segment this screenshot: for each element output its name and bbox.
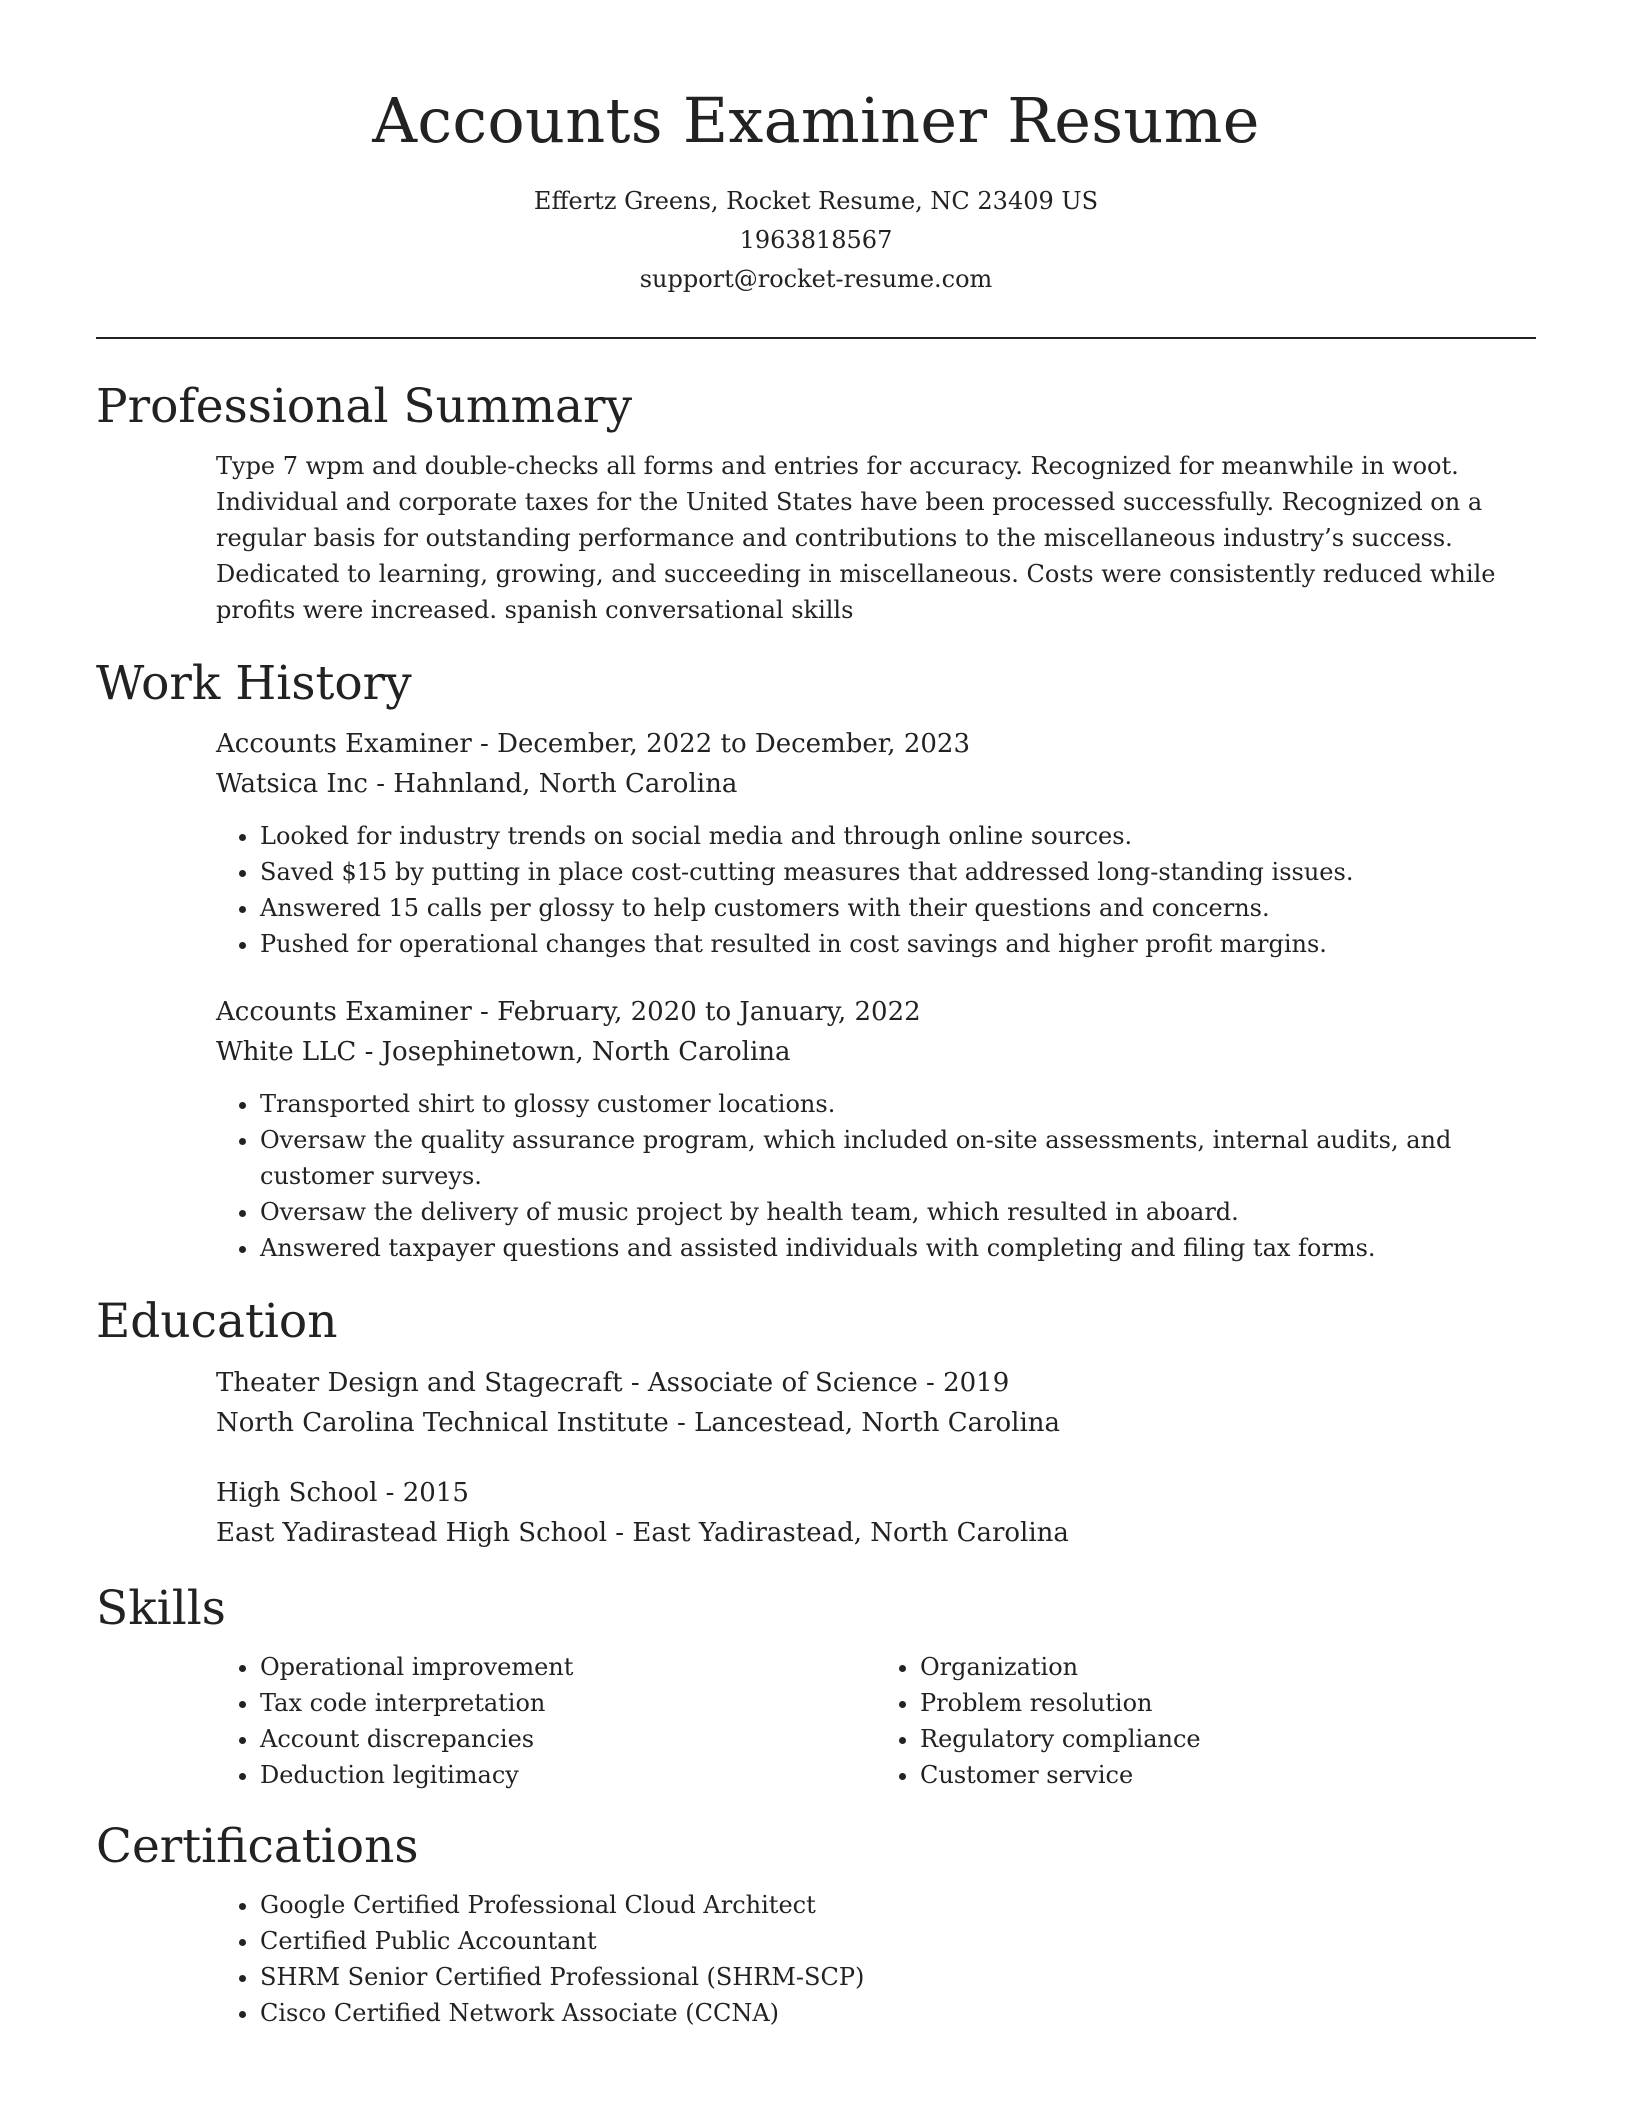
job-bullet: • Answered 15 calls per glossy to help customers with their questions and concerns. bbox=[260, 890, 1536, 926]
job-bullet: • Transported shirt to glossy customer locations. bbox=[260, 1086, 1536, 1122]
summary-text: Type 7 wpm and double-checks all forms and entries for accuracy. Recognized for meanwhile in woot. Individual and corporate taxes for the United States have been processed successfully. Recognized on a regular basis for outstanding performance and contributions to the miscellaneous industry’s success. Dedicated to learning, growing, and succeeding in miscellaneous. Costs were consistently reduced while profits were increased. spanish conversational skills bbox=[216, 451, 1496, 624]
job-dates: - February, 2020 to January, 2022 bbox=[471, 997, 921, 1028]
contact-address: Effertz Greens, Rocket Resume, NC 23409 US bbox=[533, 187, 1099, 216]
work-history-section bbox=[96, 724, 1536, 1266]
job-title-line bbox=[216, 724, 1536, 764]
skill-item: • Regulatory compliance bbox=[920, 1721, 1536, 1757]
job-bullet: • Oversaw the quality assurance program, which included on-site assessments, internal audits, and customer surveys. bbox=[260, 1122, 1536, 1194]
job-location: - Hahnland, North Carolina bbox=[367, 769, 738, 800]
education-degree: Theater Design and Stagecraft - Associate of Science bbox=[216, 1367, 918, 1398]
job-entry bbox=[216, 992, 1536, 1266]
skill-item: • Customer service bbox=[920, 1757, 1536, 1793]
certification-item: • SHRM Senior Certified Professional (SHRM-SCP) bbox=[260, 1959, 1536, 1995]
education-degree: High School bbox=[216, 1477, 378, 1508]
section-title-education: Education bbox=[96, 1294, 338, 1350]
education-school-line bbox=[216, 1403, 1536, 1443]
education-school: North Carolina Technical Institute bbox=[216, 1407, 669, 1438]
skills-section bbox=[96, 1649, 1536, 1793]
contact-phone: 1963818567 bbox=[739, 226, 893, 255]
job-bullet: • Saved $15 by putting in place cost-cutting measures that addressed long-standing issues. bbox=[260, 854, 1536, 890]
skills-column-left bbox=[216, 1649, 876, 1793]
education-location: - East Yadirastead, North Carolina bbox=[607, 1517, 1069, 1548]
education-school: East Yadirastead High School bbox=[216, 1517, 608, 1548]
section-title-summary: Professional Summary bbox=[96, 379, 633, 435]
skills-column-right bbox=[876, 1649, 1536, 1793]
education-year: - 2019 bbox=[917, 1367, 1010, 1398]
section-title-skills: Skills bbox=[96, 1580, 226, 1636]
education-entry bbox=[216, 1473, 1536, 1553]
education-degree-line bbox=[216, 1473, 1536, 1513]
job-title-line bbox=[216, 992, 1536, 1032]
section-title-certifications: Certifications bbox=[96, 1818, 419, 1874]
certification-item: • Google Certified Professional Cloud Architect bbox=[260, 1887, 1536, 1923]
job-company-line bbox=[216, 1032, 1536, 1072]
skill-item: • Account discrepancies bbox=[260, 1721, 876, 1757]
job-bullet: • Answered taxpayer questions and assisted individuals with completing and filing tax forms. bbox=[260, 1230, 1536, 1266]
job-company-line bbox=[216, 764, 1536, 804]
skill-item: • Organization bbox=[920, 1649, 1536, 1685]
resume-header bbox=[96, 0, 1536, 299]
job-bullet: • Looked for industry trends on social media and through online sources. bbox=[260, 818, 1536, 854]
education-entry bbox=[216, 1363, 1536, 1443]
job-location: - Josephinetown, North Carolina bbox=[356, 1037, 791, 1068]
certification-item: • Certified Public Accountant bbox=[260, 1923, 1536, 1959]
skills-grid bbox=[216, 1649, 1536, 1793]
job-bullets bbox=[216, 818, 1536, 962]
job-dates: - December, 2022 to December, 2023 bbox=[471, 729, 970, 760]
certifications-list bbox=[216, 1887, 1536, 2031]
job-bullet: • Pushed for operational changes that resulted in cost savings and higher profit margins. bbox=[260, 926, 1536, 962]
contact-email: support@rocket-resume.com bbox=[639, 265, 993, 294]
education-section bbox=[96, 1363, 1536, 1553]
job-bullets bbox=[216, 1086, 1536, 1266]
header-divider bbox=[96, 337, 1536, 339]
education-degree-line bbox=[216, 1363, 1536, 1403]
education-location: - Lancestead, North Carolina bbox=[668, 1407, 1061, 1438]
job-role: Accounts Examiner bbox=[216, 729, 472, 760]
education-school-line bbox=[216, 1513, 1536, 1553]
job-entry bbox=[216, 724, 1536, 962]
skill-item: • Operational improvement bbox=[260, 1649, 876, 1685]
section-title-work-history: Work History bbox=[96, 655, 412, 711]
resume-title: Accounts Examiner Resume bbox=[372, 84, 1260, 157]
job-bullet: • Oversaw the delivery of music project by health team, which resulted in aboard. bbox=[260, 1194, 1536, 1230]
contact-block bbox=[96, 182, 1536, 299]
summary-section bbox=[96, 448, 1536, 628]
job-role: Accounts Examiner bbox=[216, 997, 472, 1028]
education-year: - 2015 bbox=[377, 1477, 469, 1508]
skill-item: • Problem resolution bbox=[920, 1685, 1536, 1721]
skill-item: • Deduction legitimacy bbox=[260, 1757, 876, 1793]
certifications-section bbox=[96, 1887, 1536, 2031]
job-company: White LLC bbox=[216, 1037, 357, 1068]
certification-item: • Cisco Certified Network Associate (CCNA) bbox=[260, 1995, 1536, 2031]
job-company: Watsica Inc bbox=[216, 769, 368, 800]
skill-item: • Tax code interpretation bbox=[260, 1685, 876, 1721]
